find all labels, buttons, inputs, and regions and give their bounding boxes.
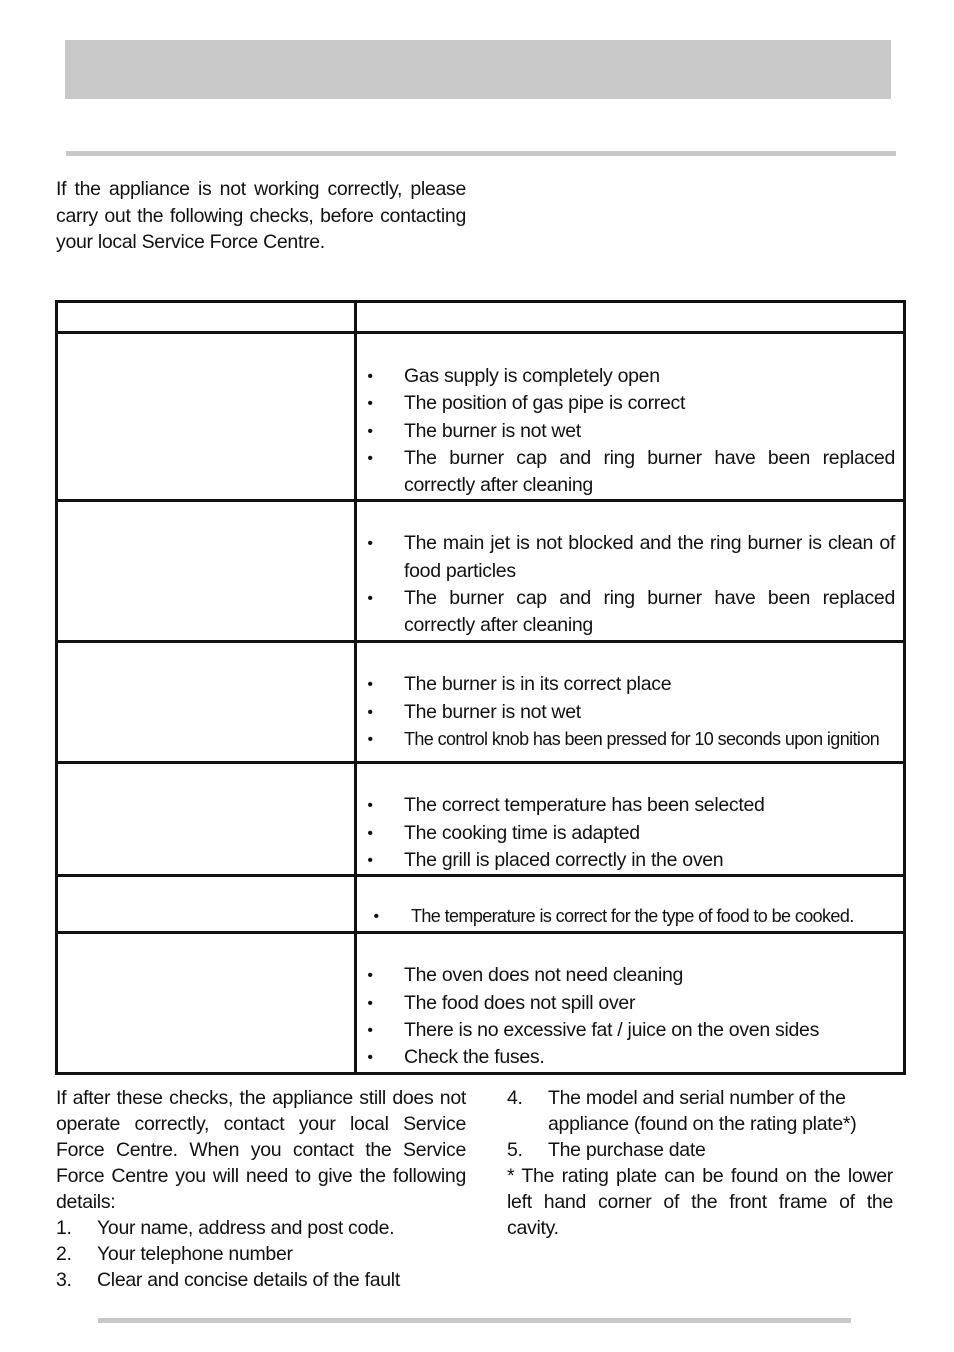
list-item: • The burner cap and ring burner have been replaced correctly after cleaning xyxy=(357,445,895,500)
problem-cell xyxy=(57,876,356,933)
list-item: 2. Your telephone number xyxy=(56,1243,293,1265)
table-header-row xyxy=(57,302,905,333)
details-list xyxy=(507,1085,893,1163)
header-cell-check xyxy=(356,302,905,333)
list-item: • The burner is in its correct place xyxy=(357,671,895,698)
bullet-icon: • xyxy=(367,590,373,608)
list-item: • The temperature is correct for the type of food to be cooked. xyxy=(357,903,895,930)
list-item: • The burner cap and ring burner have been replaced correctly after cleaning xyxy=(357,585,895,640)
list-item: 1. Your name, address and post code. xyxy=(56,1217,395,1239)
list-item: • Check the fuses. xyxy=(357,1044,895,1071)
rating-plate-note: * The rating plate can be found on the lower left hand corner of the front frame of the cavity. xyxy=(507,1165,893,1239)
bullet-icon: • xyxy=(367,1049,373,1067)
problem-cell xyxy=(57,333,356,501)
list-item: • The cooking time is adapted xyxy=(357,820,895,847)
bullet-icon: • xyxy=(367,967,373,985)
list-item: • The main jet is not blocked and the ring burner is clean of food particles xyxy=(357,530,895,585)
bullet-icon: • xyxy=(367,422,373,440)
check-list xyxy=(357,671,903,753)
contact-paragraph: If after these checks, the appliance still does not operate correctly, contact your local Service Force Centre. When you contact the Service Force Centre you will need to give the following details: xyxy=(56,1087,466,1213)
list-item: • The burner is not wet xyxy=(357,418,895,445)
list-item: • The oven does not need cleaning xyxy=(357,962,895,989)
check-list xyxy=(357,903,903,930)
bullet-icon: • xyxy=(367,731,373,749)
footer-right-column xyxy=(507,1085,893,1241)
header-cell-problem xyxy=(57,302,356,333)
check-cell xyxy=(356,876,905,933)
check-list xyxy=(357,962,903,1071)
table-row xyxy=(57,501,905,642)
bottom-divider xyxy=(98,1318,851,1323)
bullet-icon: • xyxy=(367,703,373,721)
table-row xyxy=(57,642,905,763)
check-cell xyxy=(356,333,905,501)
header-bar xyxy=(65,40,891,99)
list-item: • The grill is placed correctly in the oven xyxy=(357,847,895,874)
table-row xyxy=(57,876,905,933)
table-row xyxy=(57,763,905,876)
check-cell xyxy=(356,642,905,763)
list-item: • Gas supply is completely open xyxy=(357,363,895,390)
list-item: • There is no excessive fat / juice on the oven sides xyxy=(357,1017,895,1044)
list-item: • The control knob has been pressed for 10 seconds upon ignition xyxy=(357,726,895,753)
bullet-icon: • xyxy=(367,994,373,1012)
list-item: • The position of gas pipe is correct xyxy=(357,390,895,417)
check-list xyxy=(357,792,903,874)
bullet-icon: • xyxy=(367,676,373,694)
check-cell xyxy=(356,933,905,1073)
list-item: • The food does not spill over xyxy=(357,990,895,1017)
bullet-icon: • xyxy=(367,797,373,815)
list-item: • The correct temperature has been selected xyxy=(357,792,895,819)
bullet-icon: • xyxy=(367,1022,373,1040)
bullet-icon: • xyxy=(367,535,373,553)
intro-paragraph: If the appliance is not working correctly, please carry out the following checks, before contacting your local Service Force Centre. xyxy=(56,178,466,253)
bullet-icon: • xyxy=(367,395,373,413)
bullet-icon: • xyxy=(367,824,373,842)
bullet-icon: • xyxy=(367,852,373,870)
table-row xyxy=(57,333,905,501)
troubleshooting-table xyxy=(55,300,906,1075)
list-item: 5. The purchase date xyxy=(507,1139,706,1161)
bullet-icon: • xyxy=(373,908,379,926)
bullet-icon: • xyxy=(367,368,373,385)
list-item: 3. Clear and concise details of the fault xyxy=(56,1269,400,1291)
list-item: • The burner is not wet xyxy=(357,699,895,726)
table-row xyxy=(57,933,905,1073)
check-cell xyxy=(356,501,905,642)
bullet-icon: • xyxy=(367,449,373,467)
check-cell xyxy=(356,763,905,876)
problem-cell xyxy=(57,642,356,763)
check-list xyxy=(357,530,903,639)
top-divider xyxy=(66,151,896,156)
footer-left-column xyxy=(56,1085,466,1293)
problem-cell xyxy=(57,933,356,1073)
problem-cell xyxy=(57,501,356,642)
problem-cell xyxy=(57,763,356,876)
list-item: 4. The model and serial number of the appliance (found on the rating plate*) xyxy=(507,1087,857,1135)
details-list xyxy=(56,1215,466,1293)
check-list xyxy=(357,363,903,499)
